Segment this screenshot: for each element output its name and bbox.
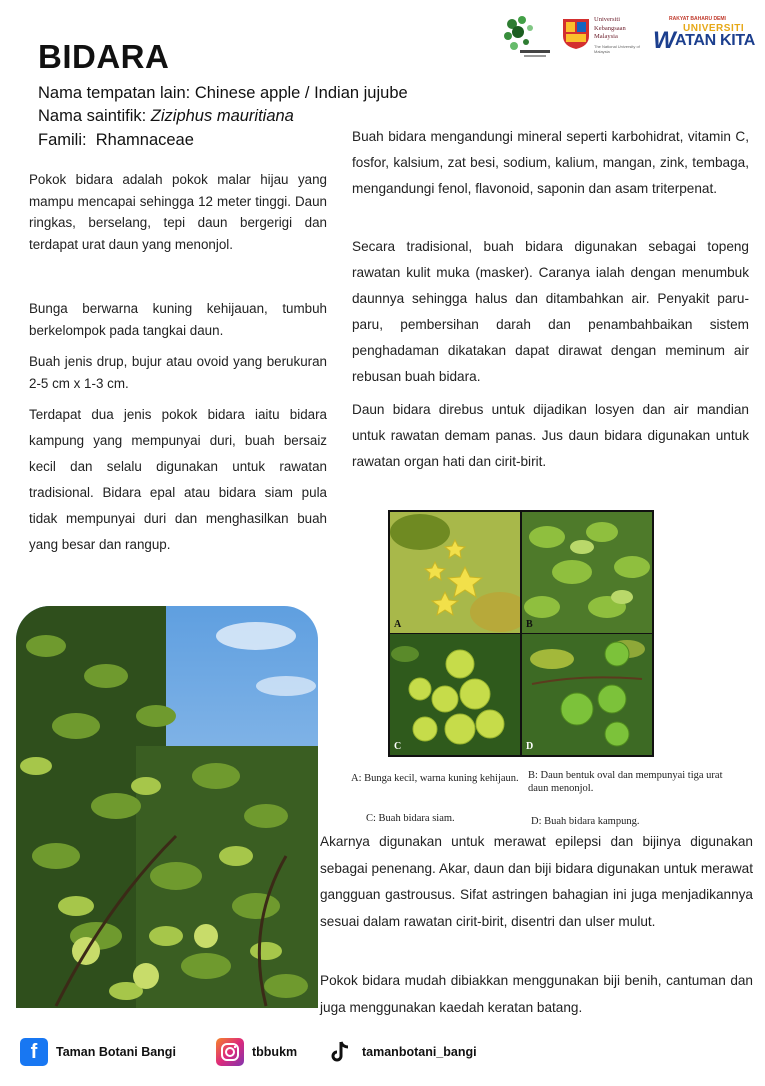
ukm-logo — [562, 16, 650, 56]
figure-panel-c — [390, 634, 520, 755]
sci-name-label: Nama saintifik: — [38, 107, 147, 125]
watan-w: W — [653, 27, 676, 54]
family — [38, 131, 194, 150]
local-name-label: Nama tempatan lain: — [38, 84, 191, 102]
instagram-link[interactable] — [216, 1038, 297, 1066]
instagram-icon — [216, 1038, 244, 1066]
figure-panel-d — [522, 634, 652, 755]
family-value: Rhamnaceae — [95, 131, 194, 149]
tiktok-icon — [326, 1038, 354, 1066]
facebook-icon: f — [20, 1038, 48, 1066]
watan-rest: ATAN KITA — [675, 32, 755, 49]
sci-name-value: Ziziphus mauritiana — [150, 107, 294, 125]
scientific-name — [38, 107, 294, 126]
ukm-name — [594, 16, 650, 42]
facebook-link[interactable] — [20, 1038, 176, 1066]
family-label: Famili: — [38, 131, 87, 149]
panel-a-label: A — [394, 619, 402, 630]
left-paragraph-2: Bunga berwarna kuning kehijauan, tumbuh berkelompok pada tangkai daun. — [29, 301, 327, 338]
watan-kita-logo — [653, 16, 761, 56]
figure-panel-b — [522, 512, 652, 633]
caption-c: C: Buah bidara siam. — [366, 813, 455, 824]
tiktok-link[interactable] — [326, 1038, 477, 1066]
left-paragraph-3: Buah jenis drup, bujur atau ovoid yang berukuran 2-5 cm x 1-3 cm. — [29, 354, 327, 391]
ukm-shield-icon — [562, 18, 590, 50]
figure-panel-a — [390, 512, 520, 633]
panel-d-label: D — [526, 741, 534, 752]
panel-b-label: B — [526, 619, 533, 630]
caption-a: A: Bunga kecil, warna kuning kehijaun. — [351, 773, 519, 784]
bidara-tree-photo — [16, 606, 318, 1008]
ukm-line1: Universiti — [594, 16, 620, 23]
left-paragraph-4: Terdapat dua jenis pokok bidara iaitu bidara kampung yang mempunyai duri, buah bersaiz kecil dan selalu digunakan untuk rawatan tradisional. Bidara epal atau bidara siam pula tidak mempunyai duri dan menghasilkan buah yang besar dan rangup. — [29, 407, 327, 552]
watan-mid-text: UNIVERSITI — [683, 23, 745, 34]
right-paragraph-3: Daun bidara direbus untuk dijadikan losyen dan air mandian untuk rawatan demam panas. Jus daun bidara digunakan untuk rawatan organ hati dan cirit-birit. — [352, 402, 749, 469]
figure-grid — [388, 510, 654, 757]
bottom-paragraph-1: Akarnya digunakan untuk merawat epilepsi dan bijinya digunakan sebagai penenang. Akar, daun dan biji bidara digunakan untuk merawat gangguan gastrousus. Sifat astringen bahagian ini juga menjadikannya sesuai dalam rawatan cirit-birit, disentri dan ulser mulut. — [320, 834, 753, 929]
local-name — [38, 84, 408, 103]
ukm-line2: Kebangsaan — [594, 24, 626, 32]
right-paragraph-2: Secara tradisional, buah bidara digunakan sebagai topeng rawatan kulit muka (masker). Caranya ialah dengan menumbuk daunnya sehingga halus dan ditambahkan air. Penyakit paru-paru, pembersihan darah dan penambahbaikan sistem penghadaman dikatakan dapat dirawat dengan meminum air rebusan buah bidara. — [352, 239, 749, 384]
facebook-handle: Taman Botani Bangi — [56, 1045, 176, 1059]
ukm-line3: Malaysia — [594, 33, 618, 40]
page-title: BIDARA — [38, 38, 170, 75]
social-footer — [20, 1038, 750, 1068]
left-paragraph-1: Pokok bidara adalah pokok malar hijau yang mampu mencapai sehingga 12 meter tinggi. Daun ringkas, berselang, tepi daun bergerigi dan terdapat urat daun yang menonjol. — [29, 172, 327, 252]
right-paragraph-1: Buah bidara mengandungi mineral seperti karbohidrat, vitamin C, fosfor, kalsium, zat besi, sodium, kalium, mangan, zink, tembaga, mengandungi fenol, flavonoid, saponin dan asam triterpenat. — [352, 129, 749, 196]
local-name-value: Chinese apple / Indian jujube — [194, 84, 408, 102]
panel-c-label: C — [394, 741, 402, 752]
ukm-subtitle: The National University of Malaysia — [594, 44, 640, 54]
instagram-handle: tbbukm — [252, 1045, 298, 1059]
watan-top-text: RAKYAT BAHARU DEMI — [669, 16, 726, 22]
tiktok-handle: tamanbotani_bangi — [362, 1045, 477, 1059]
botanic-garden-logo — [500, 14, 552, 60]
caption-b: B: Daun bentuk oval dan mempunyai tiga urat daun menonjol. — [528, 770, 723, 794]
caption-d: D: Buah bidara kampung. — [531, 816, 640, 827]
bottom-paragraph-2: Pokok bidara mudah dibiakkan menggunakan biji benih, cantuman dan juga menggunakan kaedah keratan batang. — [320, 973, 753, 1015]
